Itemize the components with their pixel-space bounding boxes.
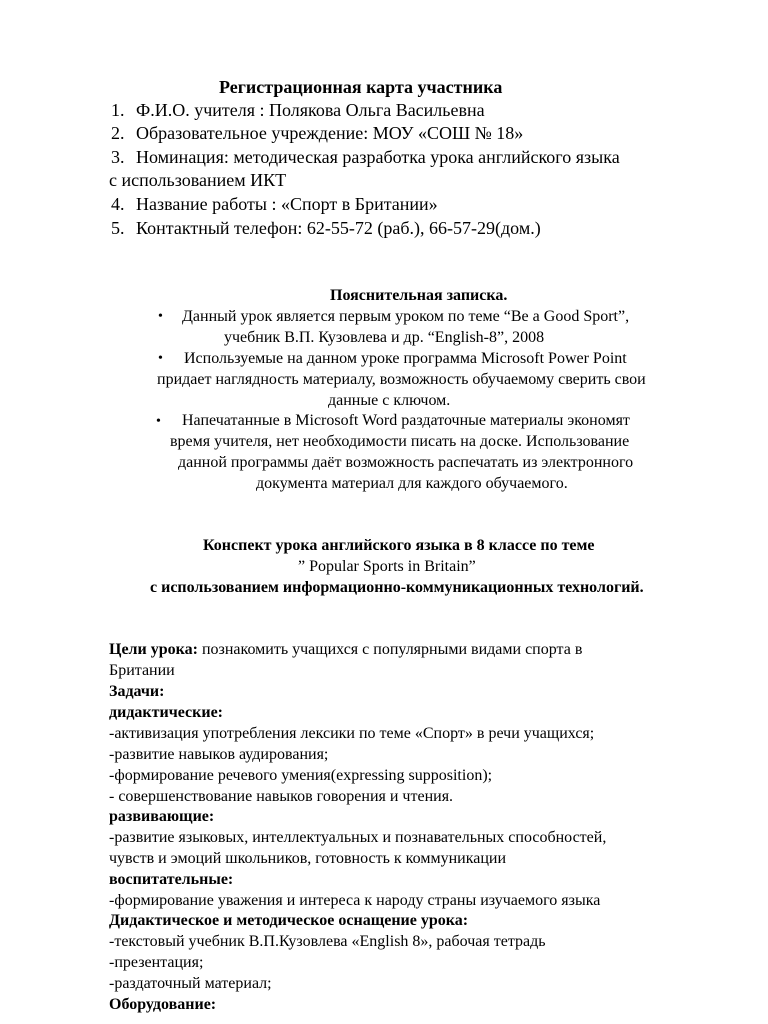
goals-line xyxy=(109,639,582,660)
goals-label: Цели урока: xyxy=(109,641,198,658)
registration-item-2: Образовательное учреждение: МОУ «СОШ № 18» xyxy=(136,123,524,143)
registration-item-3: Номинация: методическая разработка урока английского языка xyxy=(136,147,620,167)
developing-label: развивающие: xyxy=(109,808,215,825)
equipment-item-2: -презентация; xyxy=(109,954,204,971)
summary-line-2: ” Popular Sports in Britain” xyxy=(298,558,476,575)
goals-text-cont: Британии xyxy=(109,662,175,679)
didactic-item-4: - совершенствование навыков говорения и чтения. xyxy=(109,788,454,805)
registration-item-4-num: 4. xyxy=(111,194,125,214)
registration-item-4: Название работы : «Спорт в Британии» xyxy=(136,194,438,214)
registration-item-3-cont: с использованием ИКТ xyxy=(109,170,287,190)
note-line-2: учебник В.П. Кузовлева и др. “English-8”, 2008 xyxy=(224,329,545,346)
bullet-icon: • xyxy=(158,309,163,324)
note-line-1: Данный урок является первым уроком по теме “Be a Good Sport”, xyxy=(182,308,630,325)
note-line-5: данные с ключом. xyxy=(328,392,451,409)
didactic-item-2: -развитие навыков аудирования; xyxy=(109,746,329,763)
registration-item-5-num: 5. xyxy=(111,218,125,238)
developing-item-1: -развитие языковых, интеллектуальных и познавательных способностей, xyxy=(109,829,607,846)
registration-item-3-num: 3. xyxy=(111,147,125,167)
note-line-8: данной программы даёт возможность распечатать из электронного xyxy=(178,454,634,471)
goals-text: познакомить учащихся с популярными видами спорта в xyxy=(197,641,583,658)
educational-item-1: -формирование уважения и интереса к народу страны изучаемого языка xyxy=(109,892,601,909)
summary-line-1: Конспект урока английского языка в 8 классе по теме xyxy=(203,537,595,554)
didactic-item-1: -активизация употребления лексики по теме «Спорт» в речи учащихся; xyxy=(109,725,595,742)
educational-label: воспитательные: xyxy=(109,871,234,888)
equipment-label: Дидактическое и методическое оснащение урока: xyxy=(109,912,469,929)
registration-item-1: Ф.И.О. учителя : Полякова Ольга Васильевна xyxy=(136,100,485,120)
developing-item-2: чувств и эмоций школьников, готовность к коммуникации xyxy=(109,850,507,867)
didactic-item-3: -формирование речевого умения(expressing supposition); xyxy=(109,767,493,784)
note-line-9: документа материал для каждого обучаемого. xyxy=(256,475,568,492)
equipment-item-3: -раздаточный материал; xyxy=(109,975,272,992)
summary-line-3: с использованием информационно-коммуникационных технологий. xyxy=(150,579,644,596)
note-title: Пояснительная записка. xyxy=(330,287,508,304)
note-line-3: Используемые на данном уроке программа Microsoft Power Point xyxy=(184,350,627,367)
bullet-icon: • xyxy=(158,351,163,366)
note-line-7: время учителя, нет необходимости писать на доске. Использование xyxy=(170,433,630,450)
note-line-4: придает наглядность материалу, возможность обучаемому сверить свои xyxy=(157,371,646,388)
hardware-label: Оборудование: xyxy=(109,996,217,1013)
note-line-6: Напечатанные в Microsoft Word раздаточные материалы экономят xyxy=(182,412,630,429)
registration-item-5: Контактный телефон: 62-55-72 (раб.), 66-57-29(дом.) xyxy=(136,218,541,238)
didactic-label: дидактические: xyxy=(109,704,223,721)
registration-title: Регистрационная карта участника xyxy=(219,77,503,97)
tasks-label: Задачи: xyxy=(109,683,165,700)
registration-item-1-num: 1. xyxy=(111,100,125,120)
registration-item-2-num: 2. xyxy=(111,123,125,143)
equipment-item-1: -текстовый учебник В.П.Кузовлева «English 8», рабочая тетрадь xyxy=(109,933,546,950)
bullet-icon: • xyxy=(156,414,161,429)
